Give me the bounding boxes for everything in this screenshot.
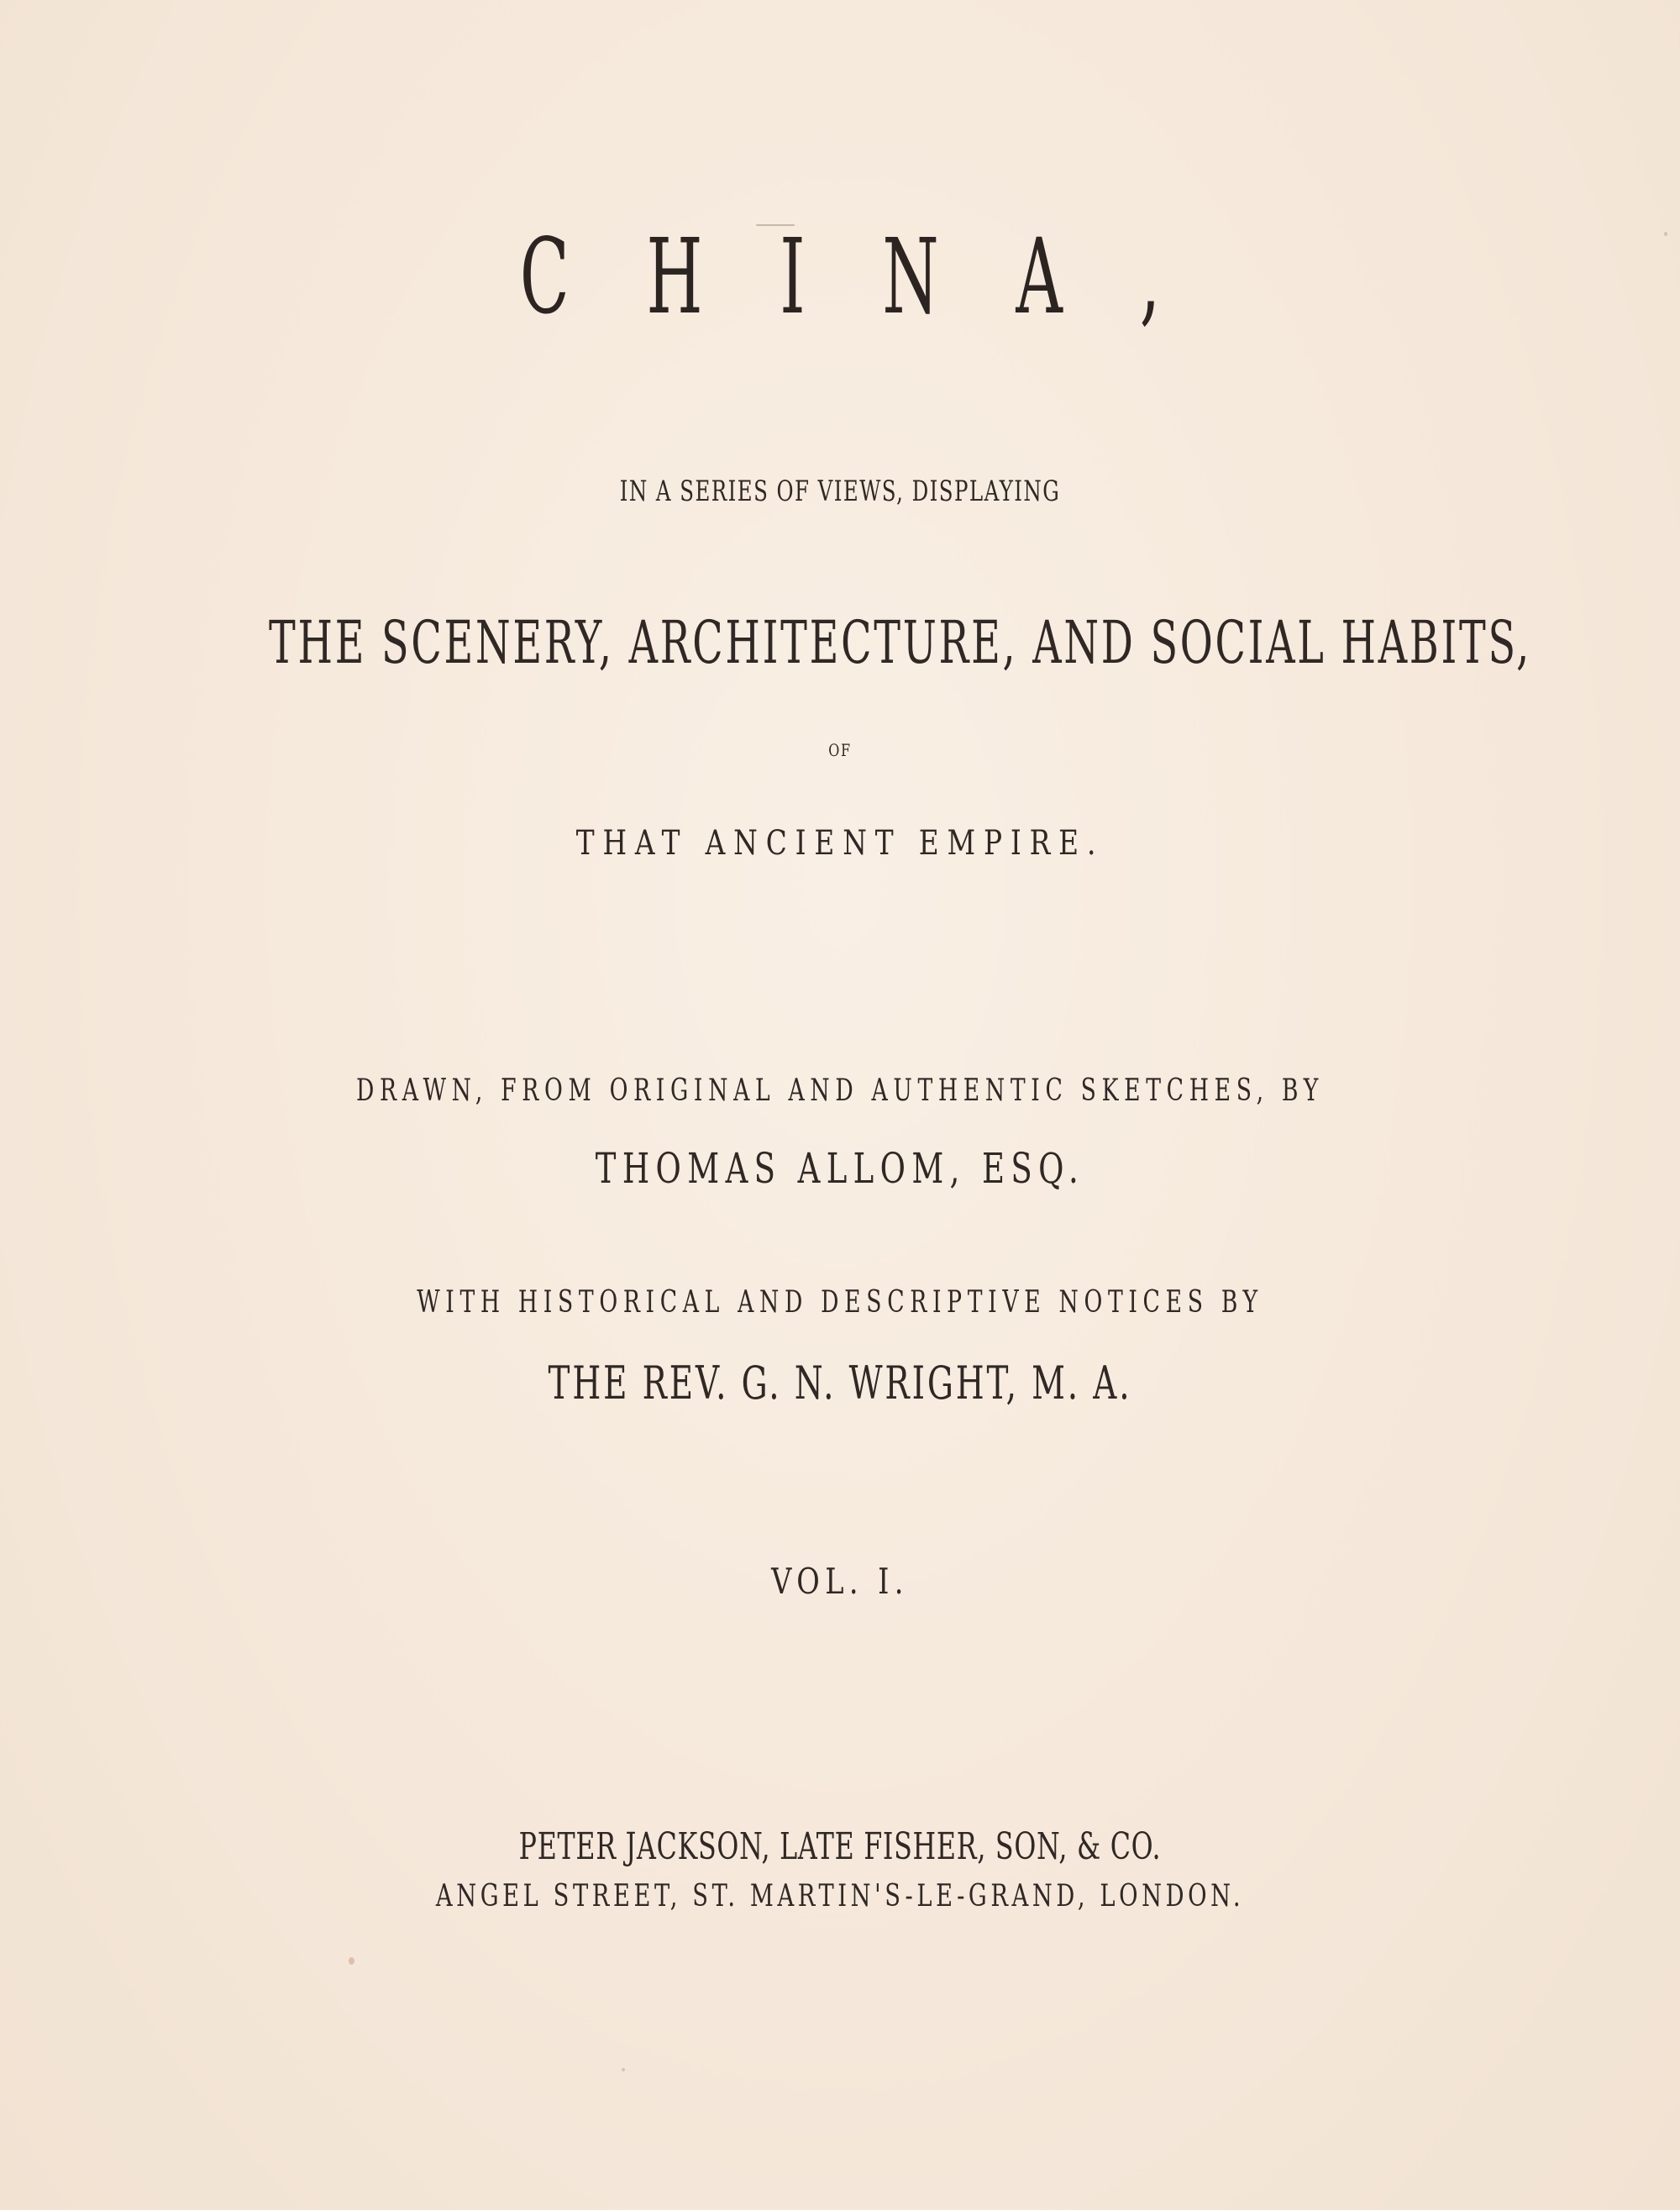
subtitle-empire-line: THAT ANCIENT EMPIRE. [575, 824, 1105, 863]
paper-speck [622, 2068, 625, 2071]
paper-speck [1664, 232, 1667, 236]
subtitle-series-line: IN A SERIES OF VIEWS, DISPLAYING [619, 475, 1061, 508]
subtitle-of-line: OF [828, 740, 852, 760]
paper-speck [756, 224, 795, 226]
book-title: CHINA, [519, 217, 1237, 338]
artist-name: THOMAS ALLOM, ESQ. [595, 1144, 1085, 1193]
author-name: THE REV. G. N. WRIGHT, M. A. [548, 1357, 1132, 1409]
volume-number: VOL. I. [771, 1561, 909, 1602]
publisher-address: ANGEL STREET, ST. MARTIN'S-LE-GRAND, LONDON. [435, 1879, 1245, 1913]
paper-speck [349, 1957, 354, 1965]
author-intro: WITH HISTORICAL AND DESCRIPTIVE NOTICES BY [417, 1285, 1263, 1320]
publisher-name: PETER JACKSON, LATE FISHER, SON, & CO. [518, 1825, 1162, 1868]
subtitle-scenery-line: THE SCENERY, ARCHITECTURE, AND SOCIAL HABITS, [269, 608, 1531, 677]
artist-intro: DRAWN, FROM ORIGINAL AND AUTHENTIC SKETCHES, BY [356, 1074, 1324, 1108]
